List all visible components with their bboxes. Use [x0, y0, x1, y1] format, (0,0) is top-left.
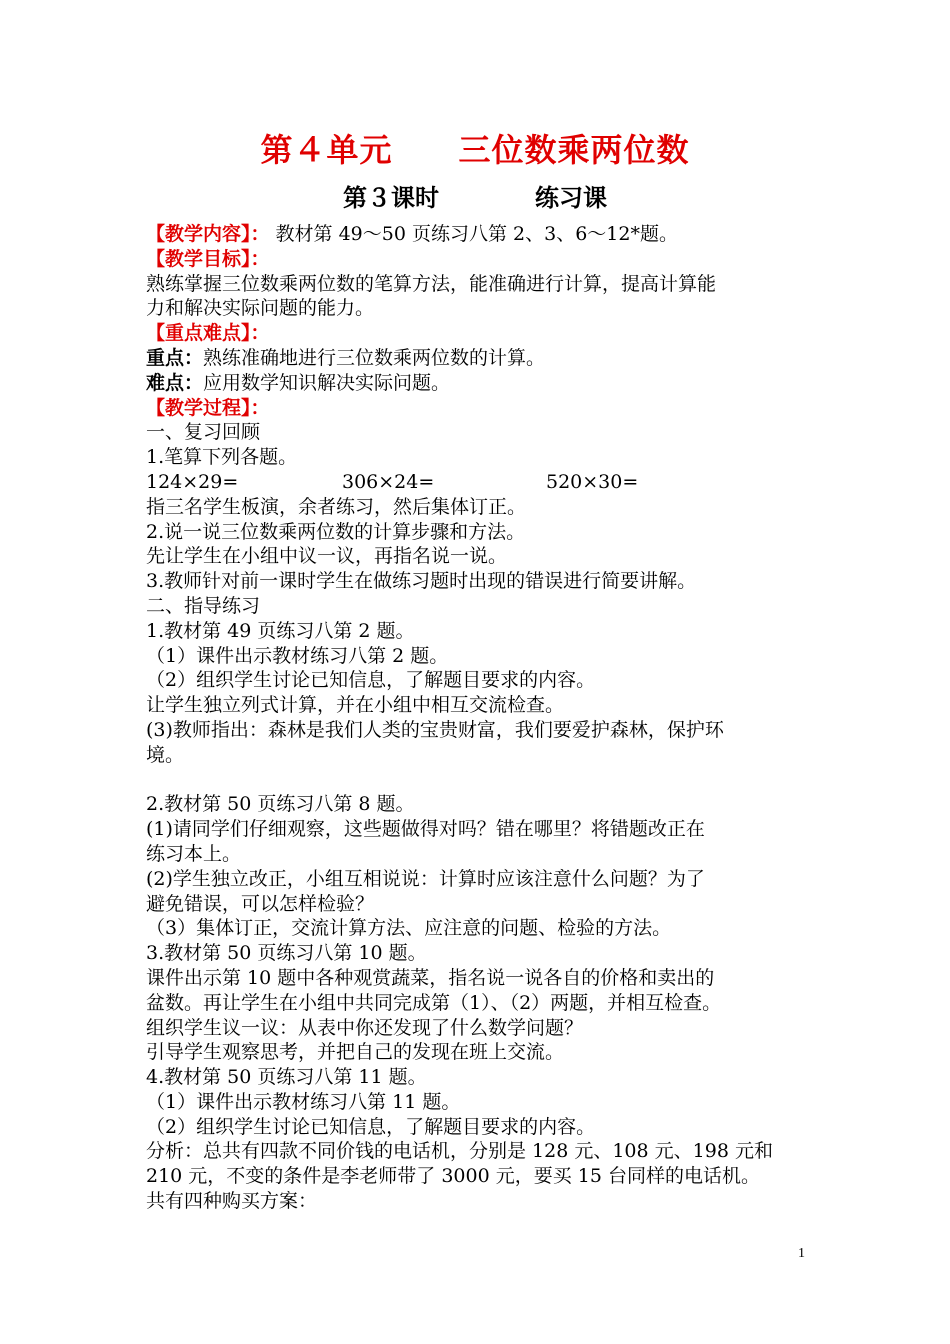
process-line: 二、指导练习	[146, 594, 261, 617]
process-line: 一、复习回顾	[146, 421, 261, 444]
process-line: 210 元，不变的条件是李老师带了 3000 元，要买 15 台同样的电话机。	[146, 1165, 760, 1188]
process-line: 境。	[146, 743, 185, 766]
teaching-content-text: 教材第 49～50 页练习八第 2、3、6～12*题。	[269, 223, 678, 245]
teaching-content-line	[146, 222, 846, 247]
key-difficulty-label: 【重点难点】：	[146, 322, 270, 345]
difficulty-text: 应用数学知识解决实际问题。	[203, 371, 451, 394]
teaching-goal-label: 【教学目标】：	[146, 247, 270, 270]
key-point-line	[146, 346, 846, 371]
process-line: （2）组织学生讨论已知信息，了解题目要求的内容。	[146, 1115, 596, 1138]
process-line: （1）课件出示教材练习八第 2 题。	[146, 644, 449, 667]
equation: 306×24=	[342, 470, 435, 493]
equations-row	[146, 470, 846, 495]
process-line: 练习本上。	[146, 842, 242, 865]
process-line: 先让学生在小组中议一议，再指名说一说。	[146, 545, 508, 568]
teaching-process-label: 【教学过程】：	[146, 396, 270, 419]
process-line: 让学生独立列式计算，并在小组中相互交流检查。	[146, 694, 565, 717]
page-number: 1	[798, 1246, 805, 1261]
goal-line: 力和解决实际问题的能力。	[146, 297, 375, 320]
lesson-body	[146, 222, 846, 1214]
key-point-label: 重点：	[146, 346, 204, 369]
equation: 124×29=	[146, 470, 239, 493]
lesson-subtitle: 第３课时 练习课	[343, 184, 607, 212]
process-line: 2.说一说三位数乘两位数的计算步骤和方法。	[146, 520, 526, 543]
key-point-text: 熟练准确地进行三位数乘两位数的计算。	[203, 346, 546, 369]
goal-line: 熟练掌握三位数乘两位数的笔算方法，能准确进行计算，提高计算能	[146, 272, 717, 295]
teaching-content-label: 【教学内容】：	[146, 223, 270, 245]
equation: 520×30=	[546, 470, 639, 493]
process-line: 1.笔算下列各题。	[146, 446, 298, 469]
process-line: 盆数。再让学生在小组中共同完成第（1）、（2）两题，并相互检查。	[146, 991, 722, 1014]
process-line: (3)教师指出：森林是我们人类的宝贵财富，我们要爱护森林，保护环	[146, 718, 724, 741]
process-line: 3.教师针对前一课时学生在做练习题时出现的错误进行简要讲解。	[146, 570, 697, 593]
process-line: （2）组织学生讨论已知信息，了解题目要求的内容。	[146, 669, 596, 692]
document-title: 第４单元 三位数乘两位数	[260, 131, 690, 169]
process-line: 组织学生议一议：从表中你还发现了什么数学问题？	[146, 1016, 584, 1039]
difficulty-label: 难点：	[146, 371, 204, 394]
process-line: 分析：总共有四款不同价钱的电话机，分别是 128 元、108 元、198 元和	[146, 1140, 773, 1163]
process-line: （3）集体订正，交流计算方法、应注意的问题、检验的方法。	[146, 917, 672, 940]
process-line: (1)请同学们仔细观察，这些题做得对吗？错在哪里？将错题改正在	[146, 818, 705, 841]
process-line: 3.教材第 50 页练习八第 10 题。	[146, 942, 427, 965]
process-line: 指三名学生板演，余者练习，然后集体订正。	[146, 495, 527, 518]
process-line: （1）课件出示教材练习八第 11 题。	[146, 1090, 461, 1113]
process-line: 共有四种购买方案：	[146, 1190, 318, 1213]
difficulty-line	[146, 371, 846, 396]
process-line: 课件出示第 10 题中各种观赏蔬菜，指名说一说各自的价格和卖出的	[146, 966, 715, 989]
process-line: 1.教材第 49 页练习八第 2 题。	[146, 619, 415, 642]
process-line: 引导学生观察思考，并把自己的发现在班上交流。	[146, 1041, 565, 1064]
process-line: 4.教材第 50 页练习八第 11 题。	[146, 1066, 427, 1089]
process-line: (2)学生独立改正，小组互相说说：计算时应该注意什么问题？为了	[146, 867, 705, 890]
process-line: 避免错误，可以怎样检验？	[146, 892, 375, 915]
process-line: 2.教材第 50 页练习八第 8 题。	[146, 793, 415, 816]
blank-line	[146, 768, 846, 793]
